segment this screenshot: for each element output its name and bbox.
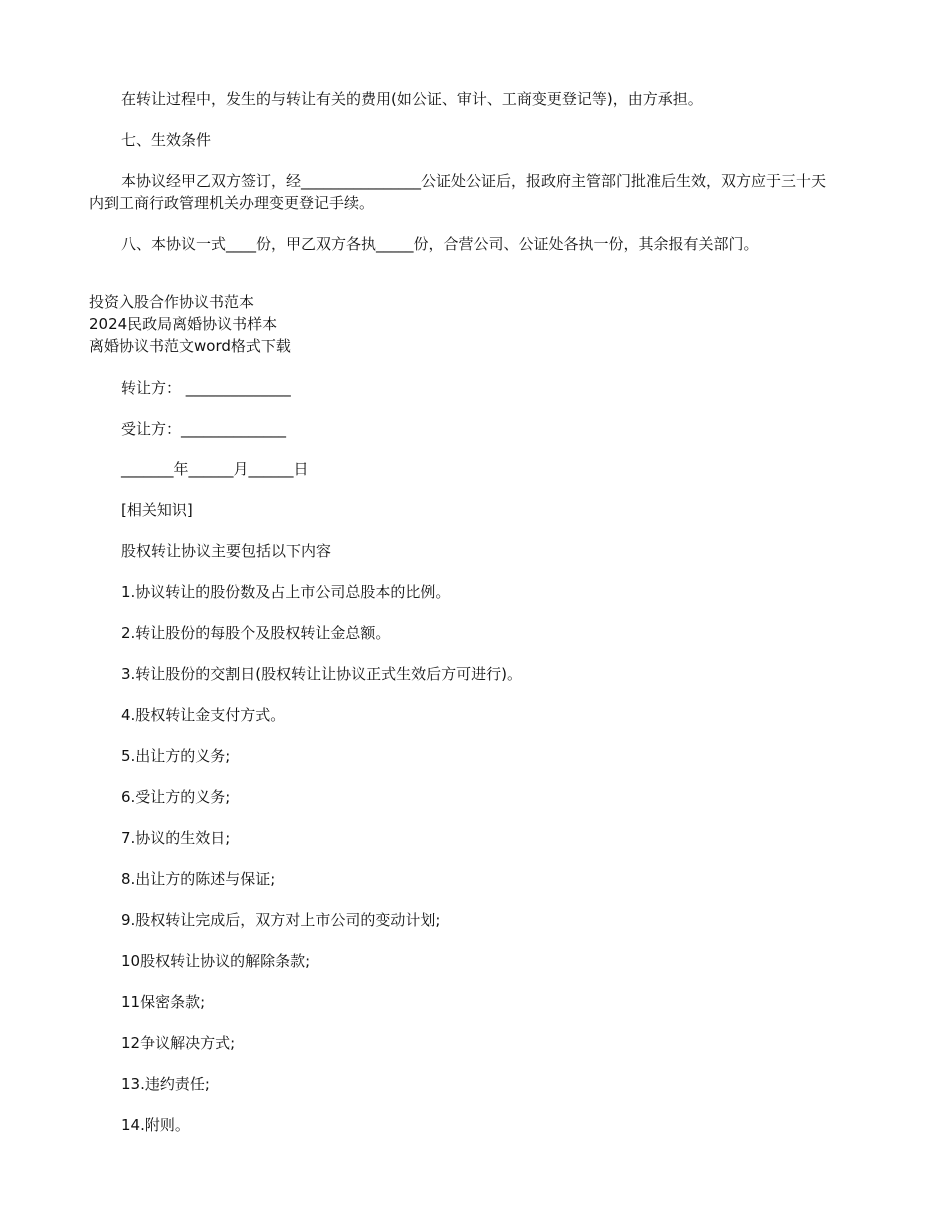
paragraph-fees: 在转让过程中，发生的与转让有关的费用(如公证、审计、工商变更登记等)，由方承担。 bbox=[121, 90, 703, 108]
list-item: 9.股权转让完成后，双方对上市公司的变动计划; bbox=[121, 911, 441, 929]
list-item: 13.违约责任; bbox=[121, 1075, 210, 1093]
section-7-heading: 七、生效条件 bbox=[121, 131, 212, 149]
list-item: 3.转让股份的交割日(股权转让让协议正式生效后方可进行)。 bbox=[121, 665, 523, 683]
knowledge-intro: 股权转让协议主要包括以下内容 bbox=[121, 542, 332, 560]
related-link[interactable]: 投资入股合作协议书范本 bbox=[89, 293, 255, 311]
list-item: 8.出让方的陈述与保证; bbox=[121, 870, 276, 888]
related-links bbox=[89, 291, 291, 357]
related-link[interactable]: 2024民政局离婚协议书样本 bbox=[89, 315, 278, 333]
section-7-body: 本协议经甲乙双方签订，经________________公证处公证后，报政府主管部门批准后生效，双方应于三十天内到工商行政管理机关办理变更登记手续。 bbox=[89, 172, 827, 212]
list-item: 2.转让股份的每股个及股权转让金总额。 bbox=[121, 624, 391, 642]
list-item: 5.出让方的义务; bbox=[121, 747, 231, 765]
list-item: 6.受让方的义务; bbox=[121, 788, 231, 806]
signature-date: _______年______月______日 bbox=[121, 460, 309, 478]
knowledge-heading: [相关知识] bbox=[121, 501, 193, 519]
knowledge-list bbox=[121, 540, 522, 1155]
related-link[interactable]: 离婚协议书范文word格式下载 bbox=[89, 337, 291, 355]
section-8: 八、本协议一式____份，甲乙双方各执_____份，合营公司、公证处各执一份，其余报有关部门。 bbox=[121, 235, 759, 253]
list-item: 4.股权转让金支付方式。 bbox=[121, 706, 286, 724]
list-item: 12争议解决方式; bbox=[121, 1034, 236, 1052]
list-item: 7.协议的生效日; bbox=[121, 829, 231, 847]
list-item: 1.协议转让的股份数及占上市公司总股本的比例。 bbox=[121, 583, 451, 601]
list-item: 10股权转让协议的解除条款; bbox=[121, 952, 311, 970]
transferor-signature: 转让方： ______________ bbox=[121, 379, 291, 397]
transferee-signature: 受让方：______________ bbox=[121, 420, 287, 438]
list-item: 14.附则。 bbox=[121, 1116, 190, 1134]
list-item: 11保密条款; bbox=[121, 993, 206, 1011]
